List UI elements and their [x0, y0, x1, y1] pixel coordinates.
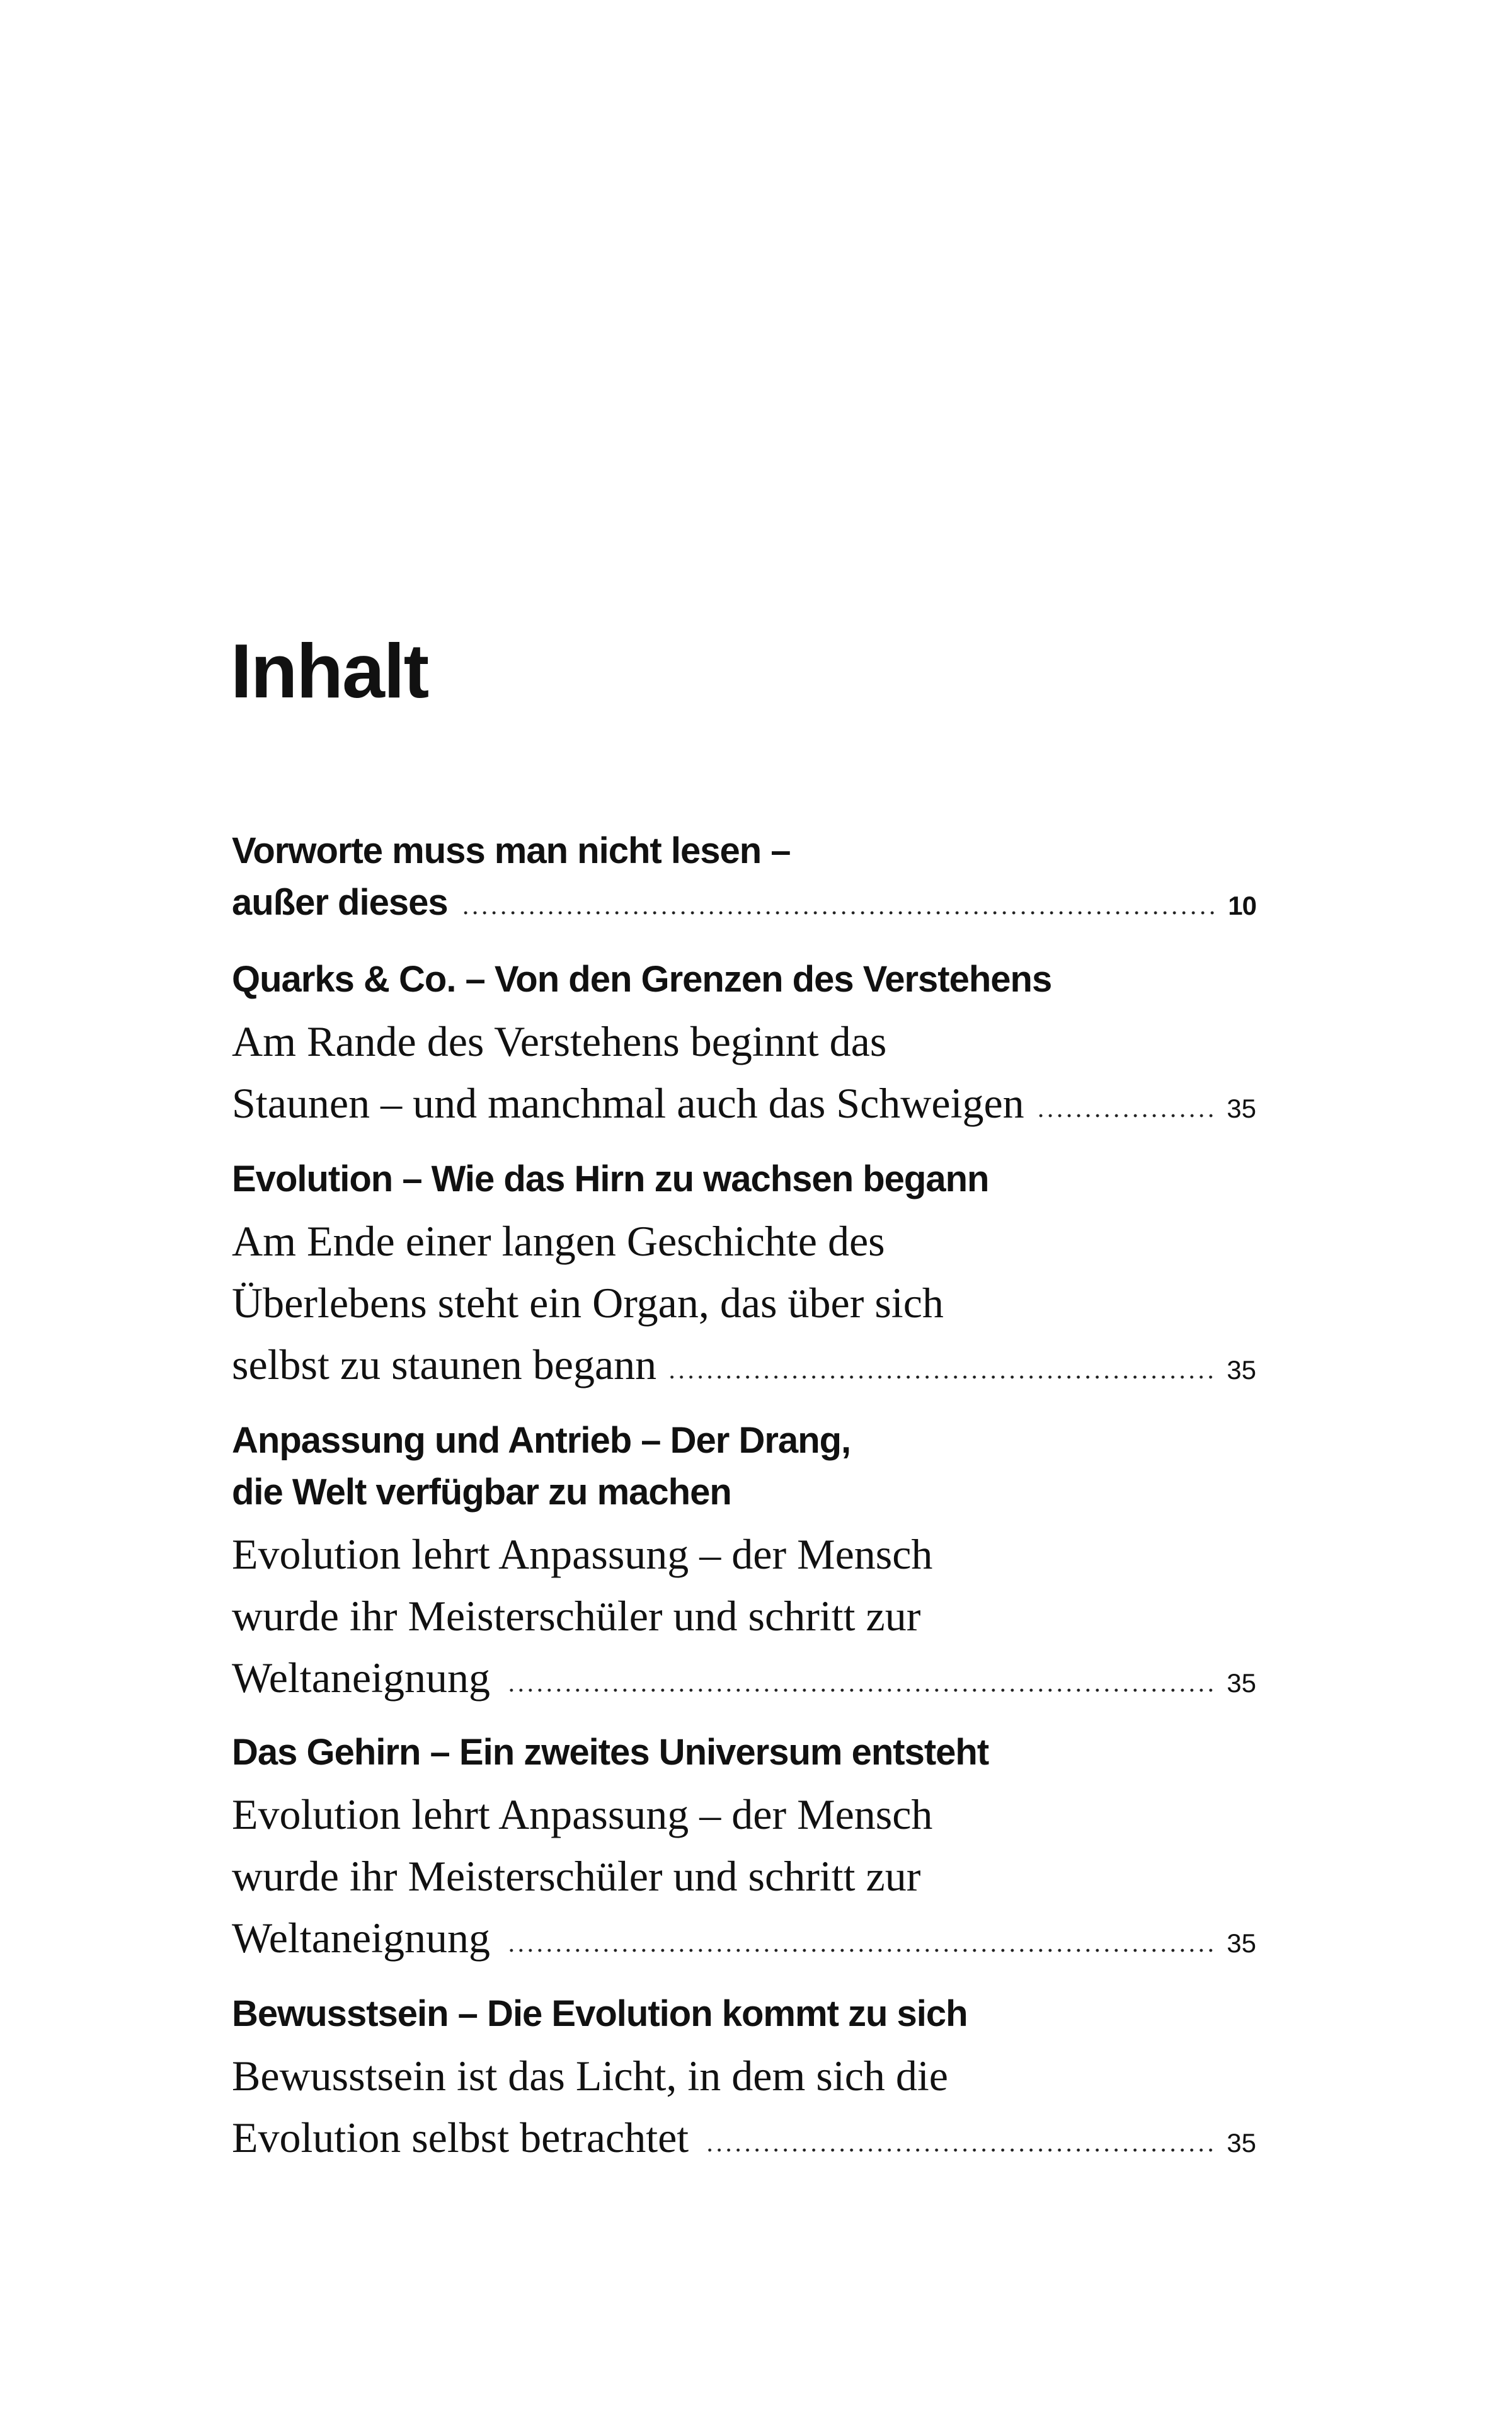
entry-heading: Bewusstsein – Die Evolution kommt zu sich: [232, 1993, 968, 2034]
entry-last-line: [232, 2107, 1256, 2174]
dot-leader: [462, 911, 1217, 915]
entry-last-line: [232, 1647, 1256, 1714]
toc-entry[interactable]: [232, 1988, 1256, 2174]
entry-description: Überlebens steht ein Organ, das über sich: [232, 1279, 944, 1327]
entry-heading: die Welt verfügbar zu machen: [232, 1472, 731, 1513]
entry-heading: Anpassung und Antrieb – Der Drang,: [232, 1420, 851, 1461]
entry-description: Evolution selbst betrachtet: [232, 2114, 689, 2161]
entry-heading: Evolution – Wie das Hirn zu wachsen begann: [232, 1159, 989, 1199]
page-number: 35: [1227, 1668, 1256, 1698]
entry-heading: Vorworte muss man nicht lesen –: [232, 830, 791, 871]
dot-leader: [504, 1688, 1215, 1692]
page-number: 35: [1227, 1355, 1256, 1385]
toc-entry[interactable]: [232, 825, 1256, 932]
entry-description: Staunen – und manchmal auch das Schweigen: [232, 1079, 1024, 1127]
entry-description: Evolution lehrt Anpassung – der Mensch: [232, 1790, 933, 1838]
page-number: 35: [1227, 2128, 1256, 2158]
toc-entry[interactable]: [232, 1727, 1256, 1974]
entry-heading: Das Gehirn – Ein zweites Universum entsteht: [232, 1732, 989, 1773]
toc-entry[interactable]: [232, 1153, 1256, 1401]
entry-heading: außer dieses: [232, 882, 448, 923]
dot-leader: [504, 1948, 1215, 1952]
entry-last-line: [232, 1072, 1256, 1140]
page-number: 35: [1227, 1094, 1256, 1123]
entry-description: Weltaneignung: [232, 1914, 490, 1962]
dot-leader: [1038, 1114, 1216, 1118]
entry-description: wurde ihr Meisterschüler und schritt zur: [232, 1592, 921, 1640]
entry-description: Am Ende einer langen Geschichte des: [232, 1217, 885, 1265]
entry-description: Bewusstsein ist das Licht, in dem sich die: [232, 2052, 948, 2100]
entry-last-line: [232, 1334, 1256, 1401]
dot-leader: [670, 1375, 1215, 1379]
toc-entry[interactable]: [232, 954, 1256, 1140]
entry-description: Evolution lehrt Anpassung – der Mensch: [232, 1530, 933, 1578]
entry-last-line: [232, 1907, 1256, 1974]
toc-entry[interactable]: [232, 1415, 1256, 1714]
entry-description: Weltaneignung: [232, 1654, 490, 1702]
entry-heading: Quarks & Co. – Von den Grenzen des Verstehens: [232, 959, 1052, 1000]
page-title: Inhalt: [231, 628, 428, 714]
entry-last-line: [232, 877, 1256, 932]
entry-description: Am Rande des Verstehens beginnt das: [232, 1017, 887, 1065]
entry-description: selbst zu staunen begann: [232, 1341, 657, 1388]
dot-leader: [702, 2148, 1215, 2152]
page-number: 35: [1227, 1928, 1256, 1958]
entry-description: wurde ihr Meisterschüler und schritt zur: [232, 1852, 921, 1900]
page-number: 10: [1228, 891, 1256, 920]
